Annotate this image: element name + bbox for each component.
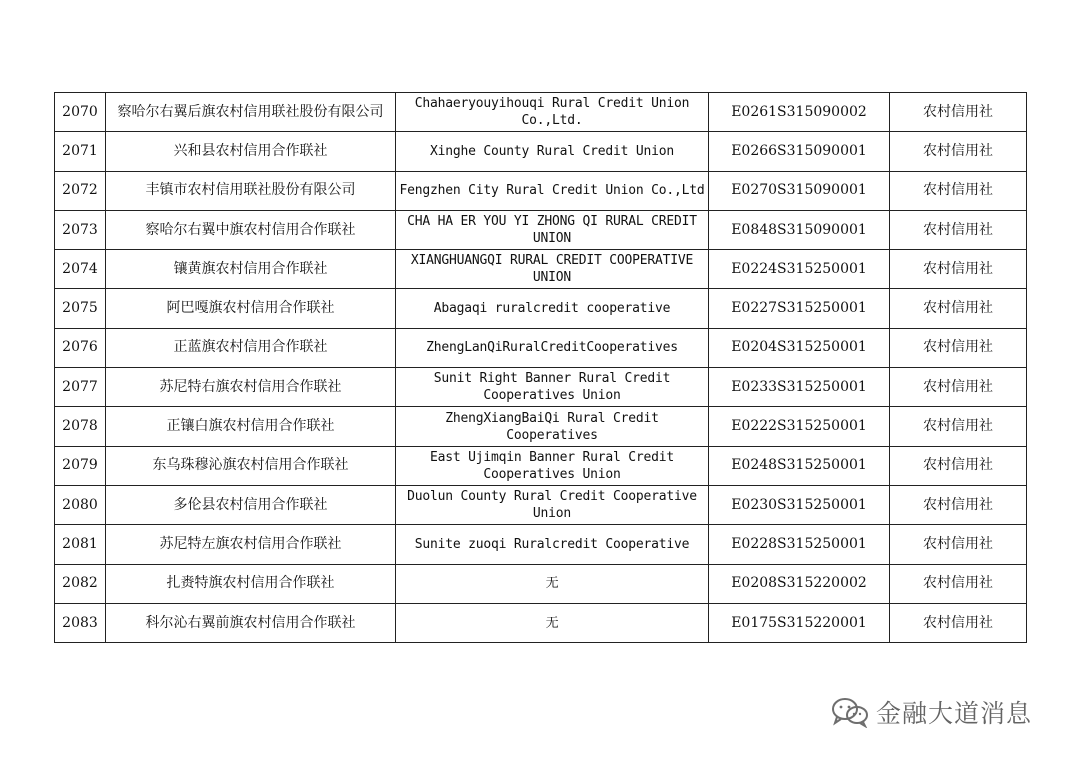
institution-name-cn: 丰镇市农村信用联社股份有限公司	[106, 171, 396, 210]
institution-code: E0266S315090001	[709, 132, 890, 171]
institution-name-cn: 苏尼特右旗农村信用合作联社	[106, 368, 396, 407]
institution-type: 农村信用社	[890, 93, 1027, 132]
table-row	[55, 525, 1027, 564]
institution-type: 农村信用社	[890, 485, 1027, 524]
institution-code: E0208S315220002	[709, 564, 890, 603]
row-number: 2081	[55, 525, 106, 564]
institution-name-en: ZhengXiangBaiQi Rural Credit Cooperatives	[396, 407, 709, 446]
institution-name-en: Sunite zuoqi Ruralcredit Cooperative	[396, 525, 709, 564]
institution-name-en: XIANGHUANGQI RURAL CREDIT COOPERATIVE UNION	[396, 250, 709, 289]
institution-type: 农村信用社	[890, 368, 1027, 407]
row-number: 2072	[55, 171, 106, 210]
row-number: 2080	[55, 485, 106, 524]
institution-name-en: 无	[396, 603, 709, 642]
table-body	[55, 93, 1027, 643]
row-number: 2079	[55, 446, 106, 485]
row-number: 2074	[55, 250, 106, 289]
institution-name-cn: 兴和县农村信用合作联社	[106, 132, 396, 171]
institution-code: E0204S315250001	[709, 328, 890, 367]
institution-code: E0224S315250001	[709, 250, 890, 289]
watermark-text: 金融大道消息	[876, 699, 1033, 728]
institution-name-cn: 苏尼特左旗农村信用合作联社	[106, 525, 396, 564]
row-number: 2071	[55, 132, 106, 171]
row-number: 2070	[55, 93, 106, 132]
institution-name-cn: 阿巴嘎旗农村信用合作联社	[106, 289, 396, 328]
row-number: 2073	[55, 210, 106, 249]
institution-name-en: Duolun County Rural Credit Cooperative Union	[396, 485, 709, 524]
table-row	[55, 171, 1027, 210]
row-number: 2076	[55, 328, 106, 367]
institution-name-en: Xinghe County Rural Credit Union	[396, 132, 709, 171]
institution-table	[54, 92, 1027, 643]
table-row	[55, 446, 1027, 485]
institution-type: 农村信用社	[890, 603, 1027, 642]
institution-code: E0228S315250001	[709, 525, 890, 564]
institution-name-en: Sunit Right Banner Rural Credit Cooperatives Union	[396, 368, 709, 407]
table-row	[55, 289, 1027, 328]
institution-type: 农村信用社	[890, 446, 1027, 485]
institution-type: 农村信用社	[890, 250, 1027, 289]
row-number: 2083	[55, 603, 106, 642]
row-number: 2078	[55, 407, 106, 446]
institution-name-en: CHA HA ER YOU YI ZHONG QI RURAL CREDIT UNION	[396, 210, 709, 249]
watermark	[830, 694, 1032, 730]
institution-name-cn: 多伦县农村信用合作联社	[106, 485, 396, 524]
institution-type: 农村信用社	[890, 407, 1027, 446]
institution-name-en: Fengzhen City Rural Credit Union Co.,Ltd	[396, 171, 709, 210]
institution-name-en: ZhengLanQiRuralCreditCooperatives	[396, 328, 709, 367]
institution-name-en: East Ujimqin Banner Rural Credit Cooperatives Union	[396, 446, 709, 485]
institution-name-cn: 察哈尔右翼中旗农村信用合作联社	[106, 210, 396, 249]
institution-name-en: Abagaqi ruralcredit cooperative	[396, 289, 709, 328]
institution-name-cn: 扎赉特旗农村信用合作联社	[106, 564, 396, 603]
institution-name-cn: 镶黄旗农村信用合作联社	[106, 250, 396, 289]
institution-code: E0227S315250001	[709, 289, 890, 328]
row-number: 2077	[55, 368, 106, 407]
institution-code: E0230S315250001	[709, 485, 890, 524]
table-row	[55, 368, 1027, 407]
institution-name-cn: 正蓝旗农村信用合作联社	[106, 328, 396, 367]
institution-name-cn: 察哈尔右翼后旗农村信用联社股份有限公司	[106, 93, 396, 132]
institution-type: 农村信用社	[890, 289, 1027, 328]
table-row	[55, 407, 1027, 446]
institution-name-cn: 东乌珠穆沁旗农村信用合作联社	[106, 446, 396, 485]
row-number: 2075	[55, 289, 106, 328]
table-row	[55, 564, 1027, 603]
wechat-icon	[830, 696, 870, 728]
institution-type: 农村信用社	[890, 132, 1027, 171]
institution-type: 农村信用社	[890, 171, 1027, 210]
institution-code: E0261S315090002	[709, 93, 890, 132]
table-row	[55, 132, 1027, 171]
table-row	[55, 250, 1027, 289]
institution-type: 农村信用社	[890, 328, 1027, 367]
institution-name-en: 无	[396, 564, 709, 603]
table-row	[55, 210, 1027, 249]
institution-type: 农村信用社	[890, 210, 1027, 249]
table-row	[55, 328, 1027, 367]
institution-code: E0848S315090001	[709, 210, 890, 249]
table-row	[55, 93, 1027, 132]
institution-name-cn: 科尔沁右翼前旗农村信用合作联社	[106, 603, 396, 642]
row-number: 2082	[55, 564, 106, 603]
institution-name-cn: 正镶白旗农村信用合作联社	[106, 407, 396, 446]
institution-code: E0233S315250001	[709, 368, 890, 407]
institution-code: E0175S315220001	[709, 603, 890, 642]
institution-type: 农村信用社	[890, 525, 1027, 564]
institution-type: 农村信用社	[890, 564, 1027, 603]
table-row	[55, 603, 1027, 642]
institution-code: E0248S315250001	[709, 446, 890, 485]
institution-name-en: Chahaeryouyihouqi Rural Credit Union Co.,Ltd.	[396, 93, 709, 132]
institution-code: E0222S315250001	[709, 407, 890, 446]
table-row	[55, 485, 1027, 524]
institution-code: E0270S315090001	[709, 171, 890, 210]
